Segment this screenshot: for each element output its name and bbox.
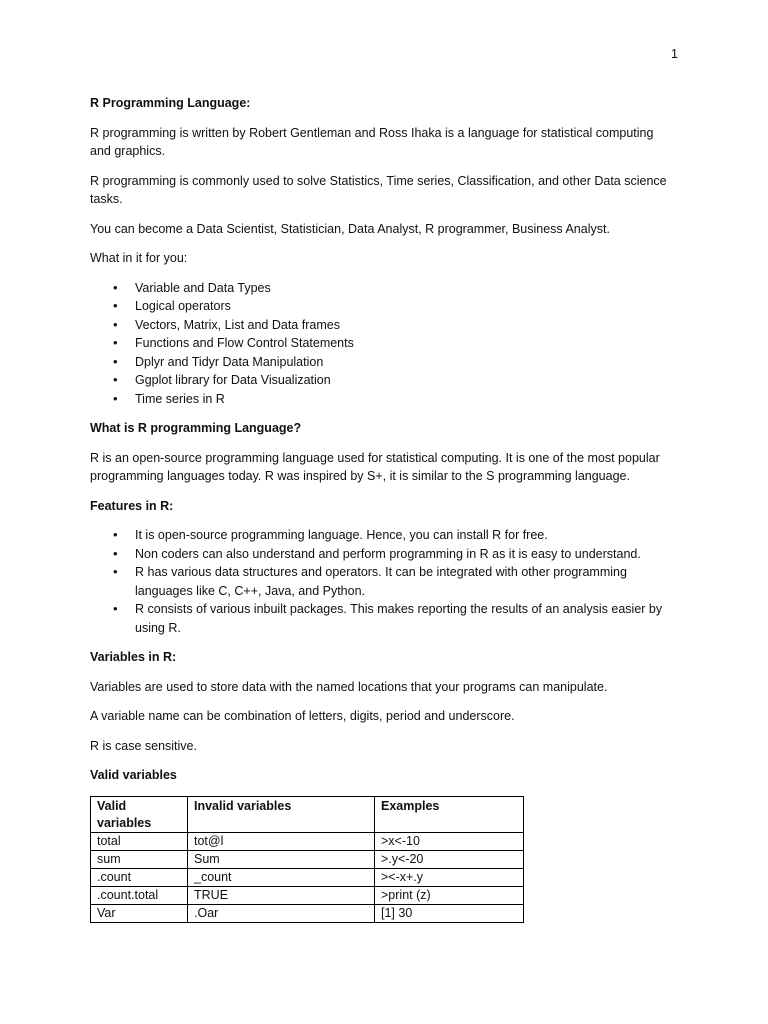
table-cell: TRUE (188, 886, 375, 904)
list-item: • Functions and Flow Control Statements (135, 334, 670, 353)
table-cell: >.y<-20 (375, 850, 524, 868)
column-header: Invalid variables (188, 796, 375, 832)
variables-paragraph-1: Variables are used to store data with the named locations that your programs can manipulate. (90, 679, 608, 694)
document-body (90, 94, 670, 923)
table-row (91, 886, 524, 904)
list-item: • Ggplot library for Data Visualization (135, 371, 670, 390)
main-heading: R Programming Language: (90, 96, 251, 110)
table-row (91, 868, 524, 886)
table-row (91, 850, 524, 868)
page-number: 1 (671, 47, 678, 61)
column-header: Examples (375, 796, 524, 832)
variables-paragraph-3: R is case sensitive. (90, 738, 197, 753)
what-is-heading: What is R programming Language? (90, 421, 302, 435)
list-item: • Non coders can also understand and perform programming in R as it is easy to understand. (135, 545, 670, 564)
table-cell: >x<-10 (375, 832, 524, 850)
variables-paragraph-2: A variable name can be combination of letters, digits, period and underscore. (90, 709, 515, 723)
list-item: • It is open-source programming language. Hence, you can install R for free. (135, 526, 670, 545)
features-heading: Features in R: (90, 498, 174, 513)
table-cell: tot@l (188, 832, 375, 850)
what-is-paragraph: R is an open-source programming language used for statistical computing. It is one of the most popular programming languages today. R was inspired by S+, it is similar to the S programming language. (90, 450, 660, 483)
table-cell: .count.total (91, 886, 188, 904)
list-item: • Dplyr and Tidyr Data Manipulation (135, 353, 670, 372)
table-cell: >print (z) (375, 886, 524, 904)
list-item: • R consists of various inbuilt packages. This makes reporting the results of an analysis easier by using R. (135, 600, 670, 637)
list-item: • Vectors, Matrix, List and Data frames (135, 316, 670, 335)
table-cell: .Oar (188, 904, 375, 922)
variables-table (90, 796, 524, 923)
table-header-row (91, 796, 524, 832)
table-cell: total (91, 832, 188, 850)
list-item: • Variable and Data Types (135, 279, 670, 298)
column-header: Valid variables (91, 796, 188, 832)
what-in-it-label: What in it for you: (90, 251, 188, 265)
valid-variables-heading: Valid variables (90, 768, 177, 782)
table-cell: Sum (188, 850, 375, 868)
list-item: • Logical operators (135, 297, 670, 316)
intro-paragraph-1: R programming is written by Robert Gentleman and Ross Ihaka is a language for statistical computing and graphics. (90, 125, 654, 158)
table-cell: sum (91, 850, 188, 868)
table-row (91, 904, 524, 922)
intro-paragraph-3: You can become a Data Scientist, Statistician, Data Analyst, R programmer, Business Analyst. (90, 221, 610, 236)
table-cell: _count (188, 868, 375, 886)
features-list (90, 526, 670, 637)
topics-list (90, 279, 670, 409)
table-cell: [1] 30 (375, 904, 524, 922)
list-item: • R has various data structures and operators. It can be integrated with other programming languages like C, C++, Java, and Python. (135, 563, 670, 600)
list-item: • Time series in R (135, 390, 670, 409)
variables-heading: Variables in R: (90, 650, 177, 664)
table-cell: ><-x+.y (375, 868, 524, 886)
intro-paragraph-2: R programming is commonly used to solve Statistics, Time series, Classification, and other Data science tasks. (90, 173, 667, 206)
table-cell: .count (91, 868, 188, 886)
table-cell: Var (91, 904, 188, 922)
table-row (91, 832, 524, 850)
